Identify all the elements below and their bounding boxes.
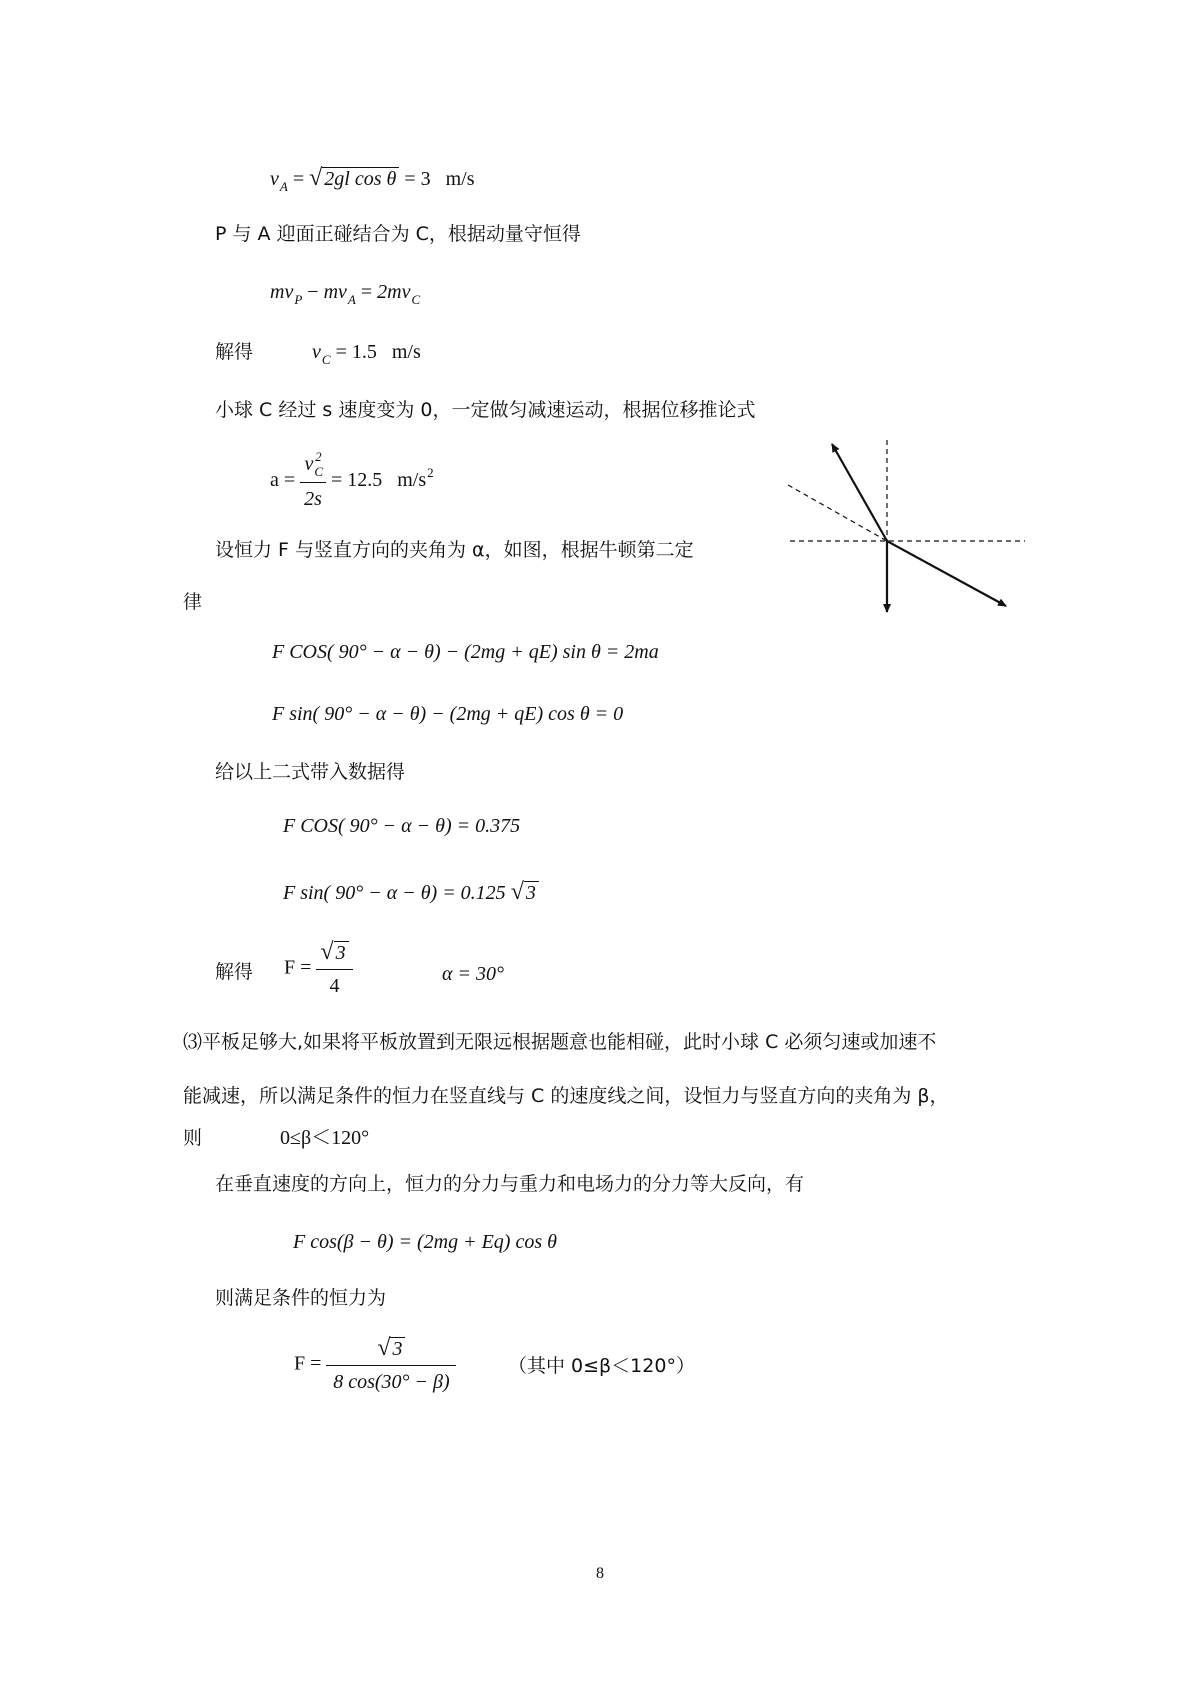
equation-sub-2: F sin( 90° − α − θ) = 0.125 √ 3: [283, 880, 539, 905]
equation-acceleration: a = $\frac{v_C^2}{2s}$ = 12.5 $m/s^2$: [270, 449, 434, 510]
force-arrow: [832, 444, 887, 541]
sqrt: √ 2gl cos θ: [309, 166, 399, 191]
paragraph: 在垂直速度的方向上，恒力的分力与重力和电场力的分力等大反向，有: [215, 1173, 805, 1195]
paragraph: 能减速，所以满足条件的恒力在竖直线与 C 的速度线之间，设恒力与竖直方向的夹角为 β，: [183, 1085, 949, 1107]
paragraph: 则满足条件的恒力为: [215, 1287, 387, 1309]
beta-range: 0≤β＜120°: [280, 1127, 370, 1149]
paragraph: ⑶平板足够大,如果将平板放置到无限远根据题意也能相碰，此时小球 C 必须匀速或加速不: [183, 1031, 937, 1053]
equation-newton-1: F COS( 90° − α − θ) − (2mg + qE) sin θ = 2ma: [272, 641, 659, 663]
equation-vc: $v_C = 1.5$ m/s: [312, 341, 421, 367]
force-diagram: [780, 440, 1030, 620]
equation-F-result: F = $\frac{√ 3}{4}$: [284, 940, 353, 998]
equation-sub-1: F COS( 90° − α − θ) = 0.375: [283, 815, 521, 837]
equation-F-general: F = $\frac{√ 3}{8 \cos(30^\circ - \beta)}$: [294, 1336, 456, 1394]
equation-momentum: $mv_P - mv_A = 2mv_C$: [270, 281, 421, 307]
solve-label: 解得: [215, 341, 254, 363]
equation-newton-2: F sin( 90° − α − θ) − (2mg + qE) cos θ = 0: [272, 703, 624, 725]
equation-perpendicular: F cos(β − θ) = (2mg + Eq) cos θ: [293, 1231, 557, 1253]
fraction: $\frac{v_C^2}{2s}$: [300, 452, 326, 511]
paragraph-label: 则: [183, 1127, 203, 1149]
velocity-arrow: [887, 541, 1006, 606]
sqrt: √ 3: [511, 880, 539, 905]
paragraph: 设恒力 F 与竖直方向的夹角为 α，如图，根据牛顿第二定: [215, 539, 694, 561]
fraction: $\frac{√ 3}{8 \cos(30^\circ - \beta)}$: [326, 1336, 456, 1394]
fraction: $\frac{√ 3}{4}$: [316, 940, 352, 998]
page-number: 8: [596, 1565, 604, 1582]
paragraph: 给以上二式带入数据得: [215, 761, 406, 783]
paragraph: 小球 C 经过 s 速度变为 0，一定做匀减速运动，根据位移推论式: [215, 399, 756, 421]
paragraph: P 与 A 迎面正碰结合为 C，根据动量守恒得: [215, 223, 581, 245]
equation-alpha: α = 30°: [442, 963, 504, 985]
solve-label: 解得: [215, 961, 254, 983]
equation-note: （其中 0≤β＜120°）: [508, 1355, 695, 1377]
paragraph: 律: [183, 591, 203, 613]
equation-va: $v_A$ = √ 2gl cos θ = 3 m/s: [270, 165, 475, 194]
